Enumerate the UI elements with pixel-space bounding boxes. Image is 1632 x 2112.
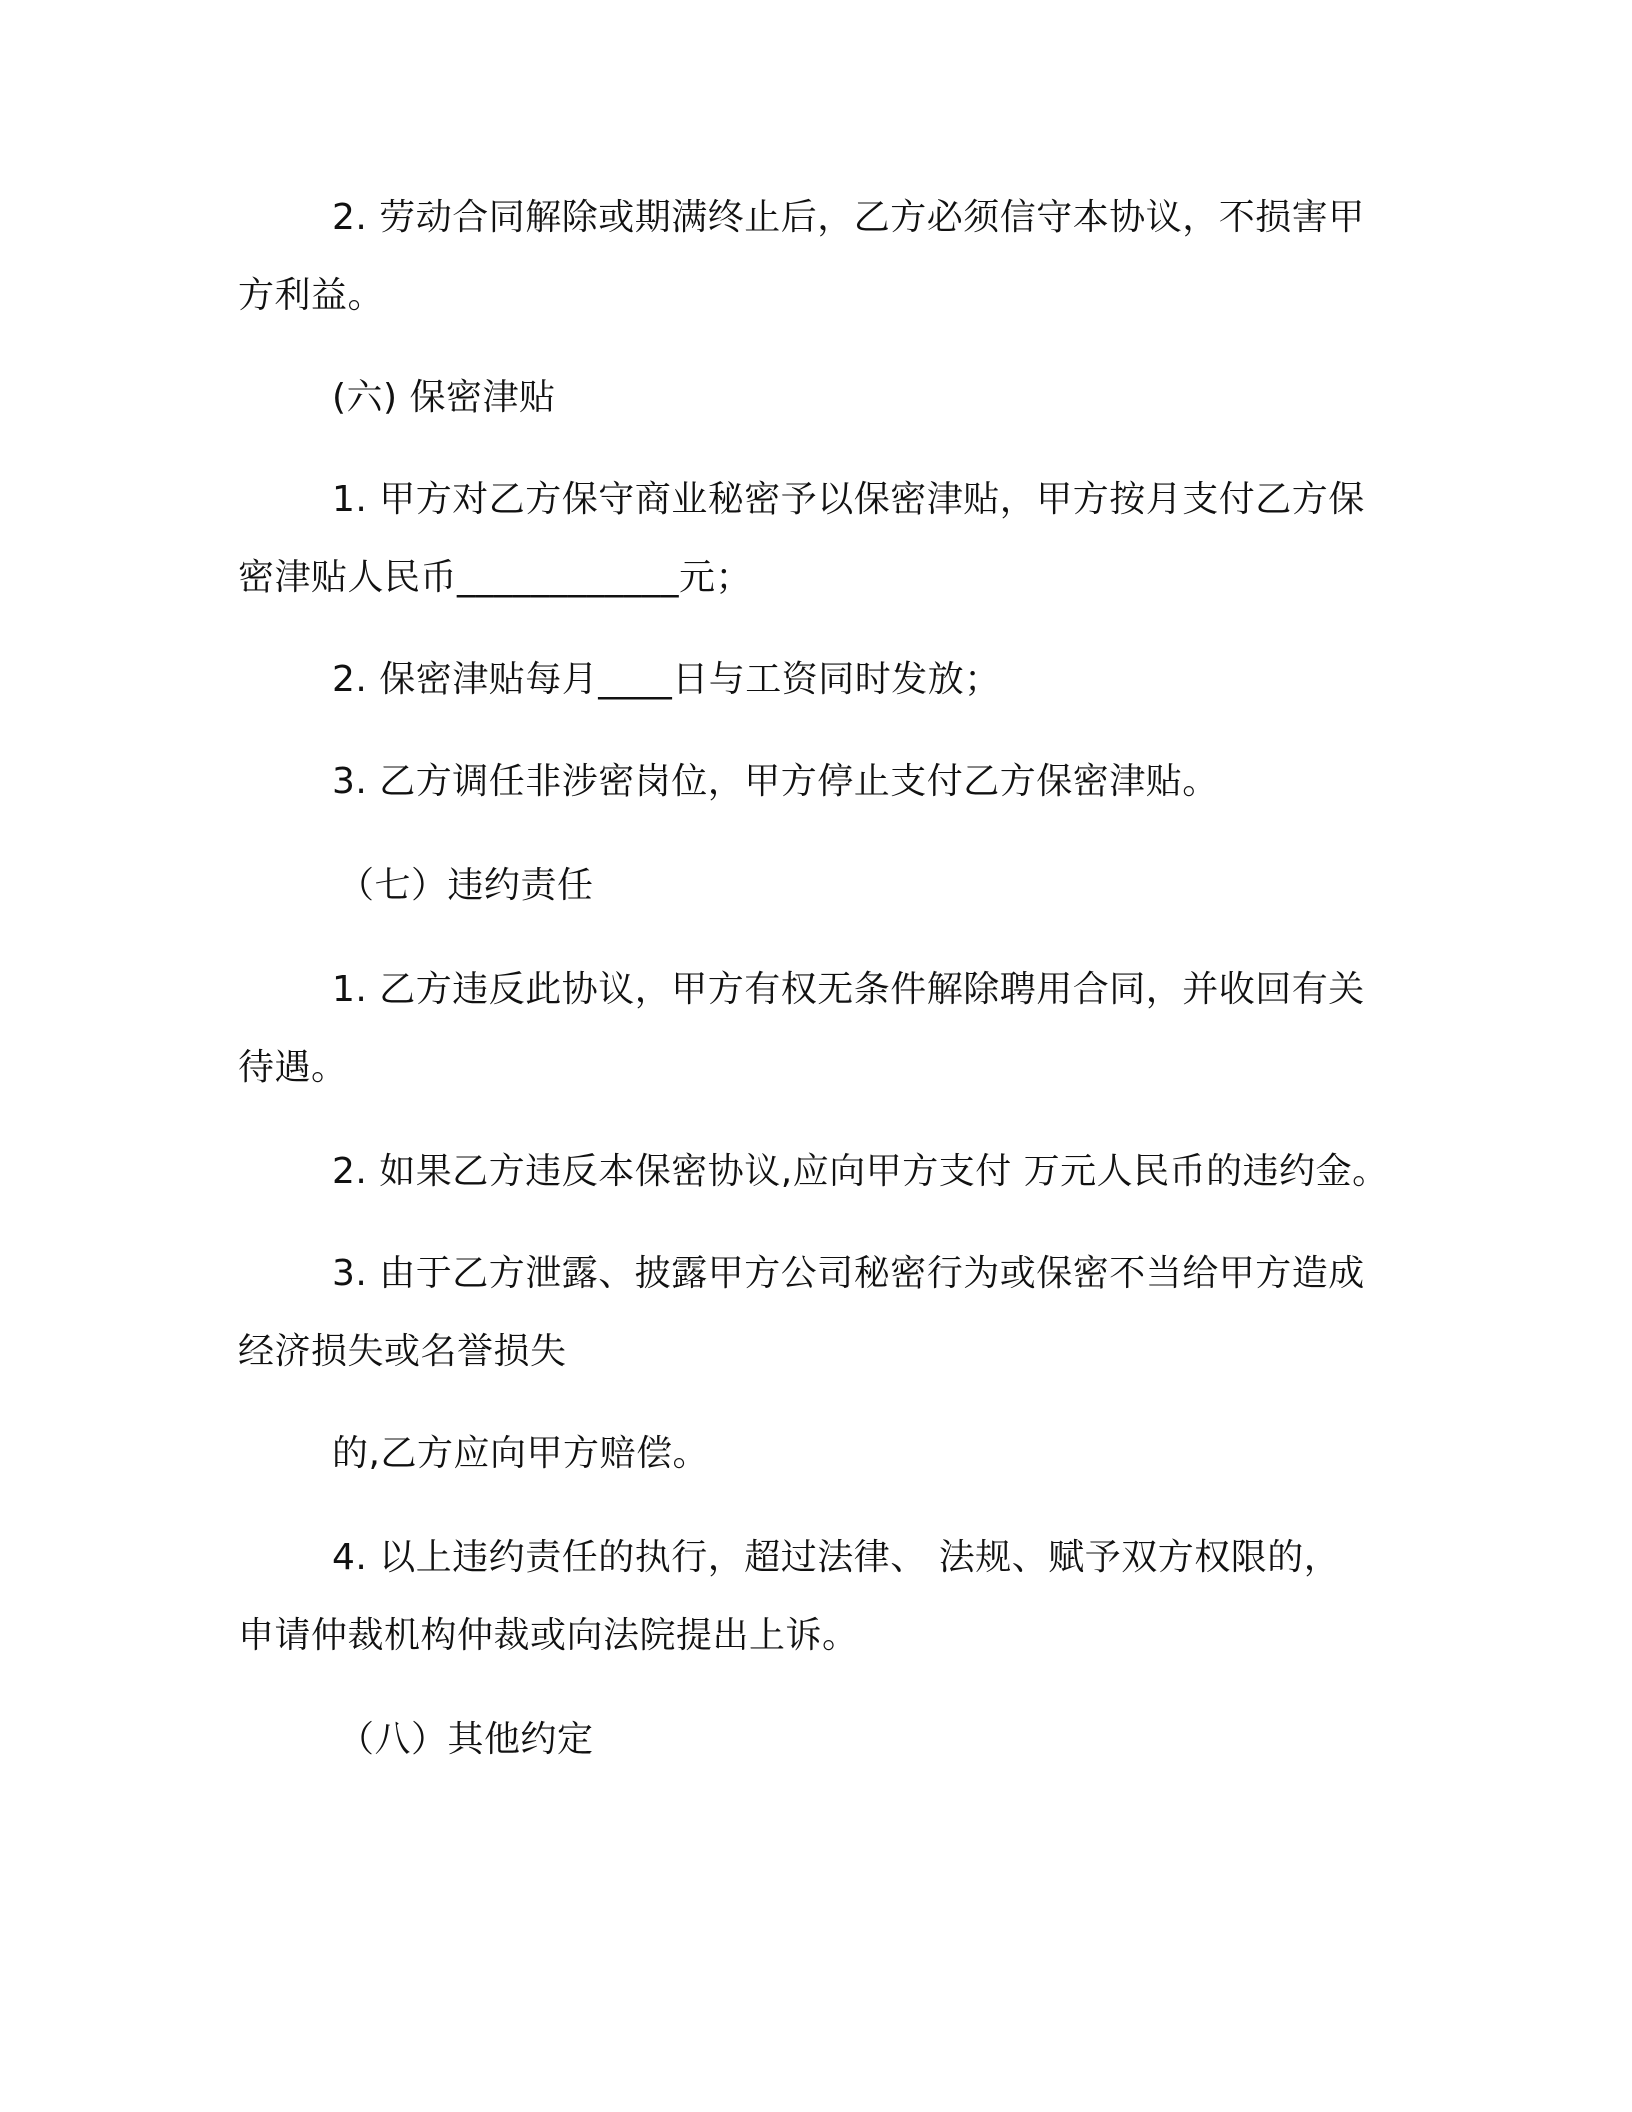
clause-text: 2. 劳动合同解除或期满终止后，乙方必须信守本协议，不损害甲 <box>332 197 1365 238</box>
clause-text: 3. 乙方调任非涉密岗位，甲方停止支付乙方保密津贴。 <box>332 761 1219 802</box>
clause-text: 的,乙方应向甲方赔偿。 <box>332 1433 709 1474</box>
clause-text: 方利益。 <box>238 275 385 316</box>
section-heading: （七）违约责任 <box>338 865 594 906</box>
section-heading: (六) 保密津贴 <box>332 377 556 418</box>
clause-text: 1. 乙方违反此协议，甲方有权无条件解除聘用合同，并收回有关 <box>332 969 1365 1010</box>
section-heading: （八）其他约定 <box>338 1719 594 1760</box>
clause-text: 2. 如果乙方违反本保密协议,应向甲方支付 万元人民币的违约金。 <box>332 1151 1389 1192</box>
clause-text: 申请仲裁机构仲裁或向法院提出上诉。 <box>238 1615 859 1656</box>
clause-text: 1. 甲方对乙方保守商业秘密予以保密津贴，甲方按月支付乙方保 <box>332 479 1365 520</box>
clause-text: 4. 以上违约责任的执行，超过法律、 法规、赋予双方权限的， <box>332 1537 1341 1578</box>
clause-text: 经济损失或名誉损失 <box>238 1331 567 1372</box>
clause-text: 2. 保密津贴每月____日与工资同时发放； <box>332 659 1001 700</box>
clause-text: 待遇。 <box>238 1047 348 1088</box>
clause-text: 密津贴人民币____________元； <box>238 557 753 598</box>
clause-text: 3. 由于乙方泄露、披露甲方公司秘密行为或保密不当给甲方造成 <box>332 1253 1365 1294</box>
